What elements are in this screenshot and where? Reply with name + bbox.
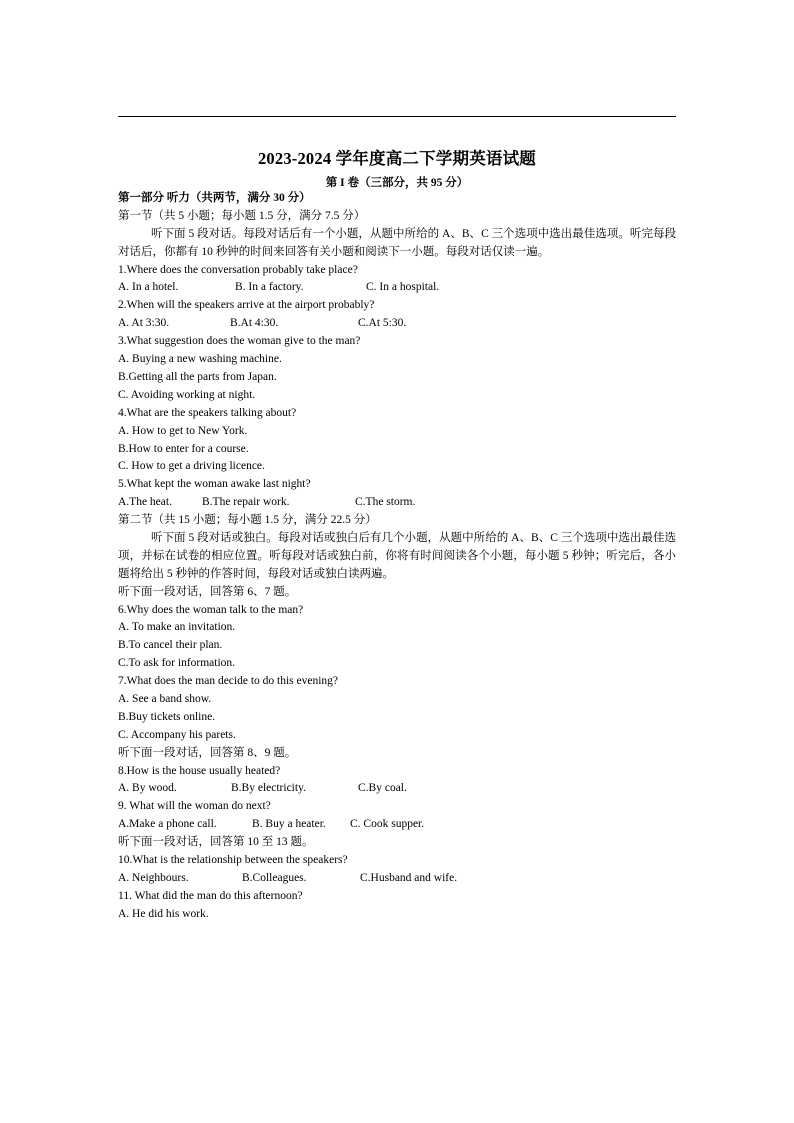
exam-title: 2023-2024 学年度高二下学期英语试题 — [257, 149, 537, 168]
exam-body — [118, 190, 676, 924]
option-a: A. Buying a new washing machine. — [118, 353, 282, 366]
option-a: A.Make a phone call. — [118, 818, 217, 831]
question-5-stem: 5.What kept the woman awake last night? — [118, 478, 311, 491]
option-c: C.The storm. — [355, 496, 416, 509]
option-b: B.At 4:30. — [230, 317, 279, 330]
option-a: A. He did his work. — [118, 907, 209, 920]
option-b: B.The repair work. — [202, 496, 290, 509]
question-11-stem: 11. What did the man do this afternoon? — [118, 889, 303, 902]
option-c: C. Avoiding working at night. — [118, 388, 256, 401]
listening-note-6-7: 听下面一段对话，回答第 6、7 题。 — [118, 585, 297, 598]
question-3-stem: 3.What suggestion does the woman give to the man? — [118, 335, 361, 348]
section2-heading: 第二节（共 15 小题；每小题 1.5 分，满分 22.5 分） — [118, 514, 377, 527]
option-a: A. By wood. — [118, 782, 177, 795]
volume-heading: 第 I 卷（三部分，共 95 分） — [325, 177, 469, 189]
question-5-options — [118, 494, 676, 512]
question-1-options — [118, 279, 676, 297]
option-b: B. In a factory. — [235, 281, 304, 294]
option-b: B.Colleagues. — [242, 871, 307, 884]
option-c: C. In a hospital. — [366, 281, 440, 294]
header-rule — [118, 116, 676, 117]
question-7-stem: 7.What does the man decide to do this evening? — [118, 675, 339, 688]
question-4-stem: 4.What are the speakers talking about? — [118, 406, 297, 419]
listening-note-8-9: 听下面一段对话，回答第 8、9 题。 — [118, 746, 297, 759]
option-c: C.To ask for information. — [118, 657, 236, 670]
part1-heading: 第一部分 听力（共两节，满分 30 分） — [118, 192, 311, 204]
option-b: B.Getting all the parts from Japan. — [118, 370, 277, 383]
question-6-stem: 6.Why does the woman talk to the man? — [118, 603, 304, 616]
question-9-stem: 9. What will the woman do next? — [118, 800, 271, 813]
option-c: C.By coal. — [358, 782, 407, 795]
option-c: C. Accompany his parets. — [118, 728, 236, 741]
option-a: A. At 3:30. — [118, 317, 170, 330]
question-10-options — [118, 870, 676, 888]
option-a: A. In a hotel. — [118, 281, 179, 294]
question-8-options — [118, 780, 676, 798]
option-a: A. Neighbours. — [118, 871, 189, 884]
question-1-stem: 1.Where does the conversation probably take place? — [118, 263, 358, 276]
option-b: B.By electricity. — [231, 782, 306, 795]
option-c: C. Cook supper. — [350, 818, 425, 831]
listening-note-10-13: 听下面一段对话，回答第 10 至 13 题。 — [118, 836, 314, 849]
option-b: B.How to enter for a course. — [118, 442, 249, 455]
option-b: B.Buy tickets online. — [118, 710, 216, 723]
option-c: C. How to get a driving licence. — [118, 460, 265, 473]
section1-instructions: 听下面 5 段对话。每段对话后有一个小题，从题中所给的 A、B、C 三个选项中选出最佳选项。听完每段对话后，你都有 10 秒钟的时间来回答有关小题和阅读下一小题。每段对话仅读一遍。 — [118, 227, 676, 258]
question-2-options — [118, 315, 676, 333]
option-a: A. How to get to New York. — [118, 424, 248, 437]
question-9-options — [118, 816, 676, 834]
option-a: A.The heat. — [118, 496, 172, 509]
question-8-stem: 8.How is the house usually heated? — [118, 764, 281, 777]
option-a: A. To make an invitation. — [118, 621, 236, 634]
option-a: A. See a band show. — [118, 693, 212, 706]
section1-heading: 第一节（共 5 小题；每小题 1.5 分，满分 7.5 分） — [118, 209, 366, 222]
option-c: C.At 5:30. — [358, 317, 407, 330]
question-2-stem: 2.When will the speakers arrive at the airport probably? — [118, 299, 375, 312]
option-c: C.Husband and wife. — [360, 871, 458, 884]
question-10-stem: 10.What is the relationship between the speakers? — [118, 854, 348, 867]
option-b: B. Buy a heater. — [252, 818, 326, 831]
section2-instructions: 听下面 5 段对话或独白。每段对话或独白后有几个小题，从题中所给的 A、B、C 三个选项中选出最佳选项，并标在试卷的相应位置。听每段对话或独白前，你将有时间阅读各个小题，每小题 5 秒钟；听完后，各小题将给出 5 秒钟的作答时间，每段对话或独白读两遍。 — [118, 531, 676, 580]
option-b: B.To cancel their plan. — [118, 639, 223, 652]
